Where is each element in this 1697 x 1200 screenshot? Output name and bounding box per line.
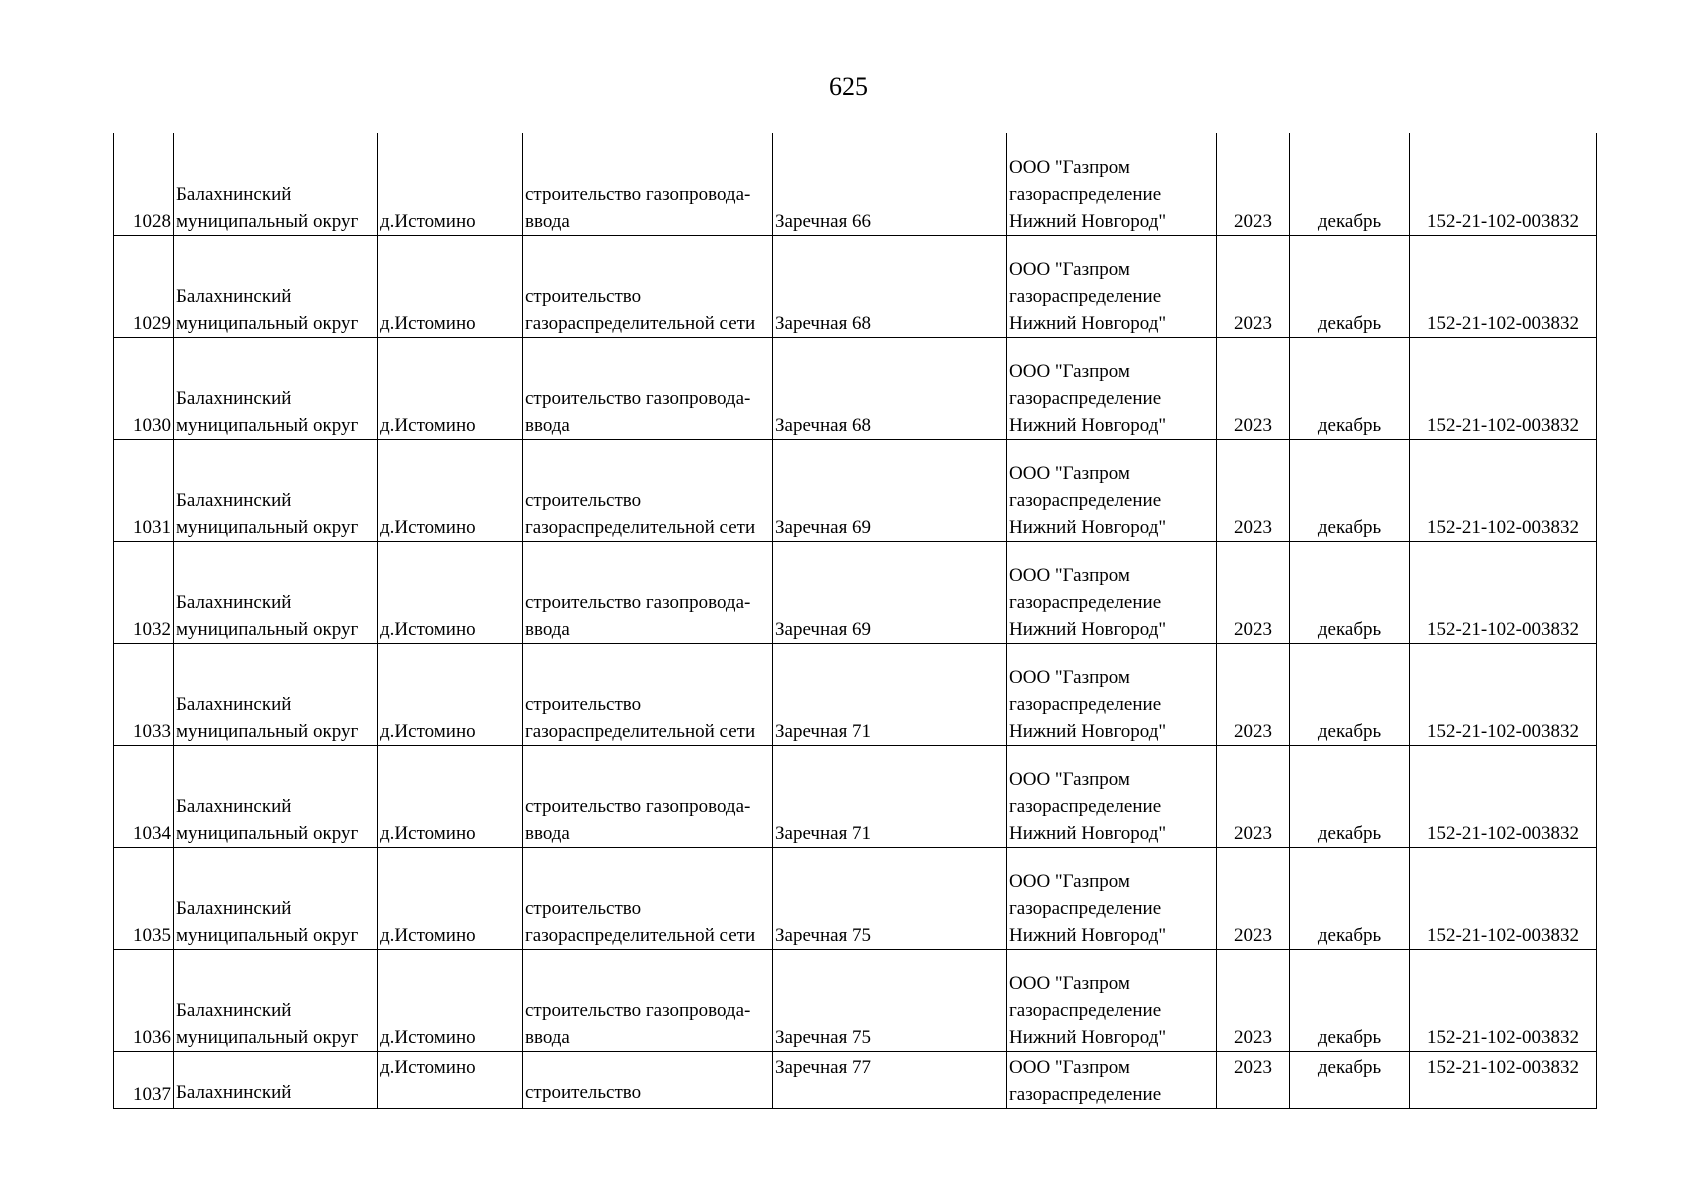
cell-organization xyxy=(1007,949,1217,1051)
cell-district-line: Балахнинский xyxy=(176,1081,292,1103)
cell-organization xyxy=(1007,847,1217,949)
cell-organization-line: газораспределение xyxy=(1009,897,1162,919)
cell-year: 2023 xyxy=(1217,745,1290,847)
cell-year: 2023 xyxy=(1217,1051,1290,1108)
cell-district xyxy=(174,541,378,643)
cell-work-type-line: строительство xyxy=(525,897,642,919)
cell-organization-line: Нижний Новгород" xyxy=(1009,822,1167,844)
cell-program-code: 152-21-102-003832 xyxy=(1410,745,1597,847)
cell-work-type-line: строительство газопровода- xyxy=(525,183,751,205)
cell-row-number: 1033 xyxy=(114,643,174,745)
cell-year: 2023 xyxy=(1217,949,1290,1051)
cell-work-type-line: строительство xyxy=(525,285,642,307)
cell-program-code: 152-21-102-003832 xyxy=(1410,439,1597,541)
cell-district-line: Балахнинский xyxy=(176,285,292,307)
cell-organization xyxy=(1007,1051,1217,1108)
cell-program-code: 152-21-102-003832 xyxy=(1410,541,1597,643)
cell-organization-line: газораспределение xyxy=(1009,591,1162,613)
cell-work-type-line: газораспределительной сети xyxy=(525,720,756,742)
cell-work-type xyxy=(523,541,773,643)
cell-month: декабрь xyxy=(1290,133,1410,235)
cell-organization-line: Нижний Новгород" xyxy=(1009,414,1167,436)
cell-address: Заречная 77 xyxy=(773,1051,1007,1108)
cell-work-type-line: строительство газопровода- xyxy=(525,387,751,409)
cell-work-type-line: газораспределительной сети xyxy=(525,312,756,334)
table-row xyxy=(114,745,1597,847)
cell-month: декабрь xyxy=(1290,745,1410,847)
cell-district-line: муниципальный округ xyxy=(176,1026,359,1048)
cell-settlement: д.Истомино xyxy=(378,847,523,949)
cell-year: 2023 xyxy=(1217,133,1290,235)
cell-organization-line: газораспределение xyxy=(1009,285,1162,307)
cell-month: декабрь xyxy=(1290,643,1410,745)
cell-settlement: д.Истомино xyxy=(378,235,523,337)
cell-settlement: д.Истомино xyxy=(378,541,523,643)
cell-district-line: муниципальный округ xyxy=(176,210,359,232)
cell-district-line: муниципальный округ xyxy=(176,720,359,742)
cell-address: Заречная 71 xyxy=(773,643,1007,745)
cell-organization xyxy=(1007,235,1217,337)
cell-district-line: муниципальный округ xyxy=(176,414,359,436)
cell-month: декабрь xyxy=(1290,541,1410,643)
cell-month: декабрь xyxy=(1290,847,1410,949)
cell-organization-line: Нижний Новгород" xyxy=(1009,1026,1167,1048)
table-row xyxy=(114,439,1597,541)
cell-district-line: Балахнинский xyxy=(176,183,292,205)
cell-district-line: муниципальный округ xyxy=(176,822,359,844)
cell-work-type xyxy=(523,235,773,337)
cell-address: Заречная 68 xyxy=(773,235,1007,337)
cell-organization-line: ООО "Газпром xyxy=(1009,666,1130,688)
cell-year: 2023 xyxy=(1217,847,1290,949)
cell-district xyxy=(174,337,378,439)
cell-settlement: д.Истомино xyxy=(378,439,523,541)
cell-organization-line: ООО "Газпром xyxy=(1009,564,1130,586)
cell-row-number: 1030 xyxy=(114,337,174,439)
cell-organization-line: ООО "Газпром xyxy=(1009,768,1130,790)
cell-district xyxy=(174,1051,378,1108)
cell-year: 2023 xyxy=(1217,337,1290,439)
cell-settlement: д.Истомино xyxy=(378,1051,523,1108)
table-row xyxy=(114,133,1597,235)
cell-district xyxy=(174,133,378,235)
cell-organization-line: Нижний Новгород" xyxy=(1009,210,1167,232)
cell-district-line: муниципальный округ xyxy=(176,312,359,334)
cell-address: Заречная 69 xyxy=(773,439,1007,541)
cell-district xyxy=(174,439,378,541)
cell-program-code: 152-21-102-003832 xyxy=(1410,949,1597,1051)
cell-work-type xyxy=(523,745,773,847)
cell-month: декабрь xyxy=(1290,1051,1410,1108)
cell-work-type-line: ввода xyxy=(525,1026,570,1048)
table-row xyxy=(114,847,1597,949)
cell-district-line: Балахнинский xyxy=(176,897,292,919)
cell-settlement: д.Истомино xyxy=(378,745,523,847)
cell-month: декабрь xyxy=(1290,235,1410,337)
cell-month: декабрь xyxy=(1290,337,1410,439)
cell-work-type-line: ввода xyxy=(525,618,570,640)
cell-organization-line: газораспределение xyxy=(1009,999,1162,1021)
cell-program-code: 152-21-102-003832 xyxy=(1410,337,1597,439)
cell-address: Заречная 75 xyxy=(773,847,1007,949)
cell-year: 2023 xyxy=(1217,541,1290,643)
cell-organization-line: ООО "Газпром xyxy=(1009,156,1130,178)
cell-work-type-line: строительство xyxy=(525,489,642,511)
cell-month: декабрь xyxy=(1290,439,1410,541)
cell-district-line: Балахнинский xyxy=(176,693,292,715)
cell-settlement: д.Истомино xyxy=(378,337,523,439)
cell-work-type-line: ввода xyxy=(525,210,570,232)
cell-work-type-line: газораспределительной сети xyxy=(525,516,756,538)
cell-district-line: Балахнинский xyxy=(176,489,292,511)
cell-district xyxy=(174,745,378,847)
cell-work-type-line: строительство газопровода- xyxy=(525,591,751,613)
cell-work-type-line: ввода xyxy=(525,822,570,844)
cell-organization-line: газораспределение xyxy=(1009,489,1162,511)
cell-row-number: 1034 xyxy=(114,745,174,847)
cell-month: декабрь xyxy=(1290,949,1410,1051)
cell-work-type xyxy=(523,643,773,745)
cell-organization xyxy=(1007,745,1217,847)
cell-work-type xyxy=(523,133,773,235)
cell-organization-line: Нижний Новгород" xyxy=(1009,924,1167,946)
cell-district-line: Балахнинский xyxy=(176,387,292,409)
cell-organization-line: Нижний Новгород" xyxy=(1009,312,1167,334)
cell-work-type xyxy=(523,1051,773,1108)
table-row xyxy=(114,949,1597,1051)
cell-district-line: муниципальный округ xyxy=(176,516,359,538)
cell-row-number: 1031 xyxy=(114,439,174,541)
cell-organization-line: ООО "Газпром xyxy=(1009,360,1130,382)
cell-work-type-line: ввода xyxy=(525,414,570,436)
cell-address: Заречная 66 xyxy=(773,133,1007,235)
cell-work-type-line: газораспределительной сети xyxy=(525,924,756,946)
cell-organization xyxy=(1007,541,1217,643)
cell-organization xyxy=(1007,133,1217,235)
cell-settlement: д.Истомино xyxy=(378,949,523,1051)
cell-program-code: 152-21-102-003832 xyxy=(1410,235,1597,337)
cell-organization-line: газораспределение xyxy=(1009,183,1162,205)
table-row xyxy=(114,337,1597,439)
cell-district xyxy=(174,643,378,745)
cell-row-number: 1029 xyxy=(114,235,174,337)
cell-settlement: д.Истомино xyxy=(378,643,523,745)
cell-district-line: Балахнинский xyxy=(176,999,292,1021)
cell-work-type-line: строительство газопровода- xyxy=(525,795,751,817)
cell-program-code: 152-21-102-003832 xyxy=(1410,1051,1597,1108)
cell-address: Заречная 68 xyxy=(773,337,1007,439)
cell-district xyxy=(174,235,378,337)
cell-work-type-line: строительство xyxy=(525,693,642,715)
cell-organization-line: газораспределение xyxy=(1009,1083,1162,1105)
cell-district xyxy=(174,847,378,949)
cell-organization-line: ООО "Газпром xyxy=(1009,870,1130,892)
cell-organization-line: газораспределение xyxy=(1009,795,1162,817)
page-number: 625 xyxy=(829,72,868,101)
cell-organization-line: газораспределение xyxy=(1009,693,1162,715)
cell-year: 2023 xyxy=(1217,439,1290,541)
cell-year: 2023 xyxy=(1217,235,1290,337)
cell-settlement: д.Истомино xyxy=(378,133,523,235)
cell-program-code: 152-21-102-003832 xyxy=(1410,847,1597,949)
cell-organization-line: ООО "Газпром xyxy=(1009,258,1130,280)
cell-row-number: 1035 xyxy=(114,847,174,949)
cell-organization-line: ООО "Газпром xyxy=(1009,972,1130,994)
cell-organization-line: Нижний Новгород" xyxy=(1009,516,1167,538)
cell-organization xyxy=(1007,337,1217,439)
cell-district xyxy=(174,949,378,1051)
cell-row-number: 1028 xyxy=(114,133,174,235)
cell-work-type xyxy=(523,847,773,949)
table-row xyxy=(114,541,1597,643)
gasification-register-table xyxy=(113,133,1597,1109)
cell-district-line: муниципальный округ xyxy=(176,924,359,946)
cell-year: 2023 xyxy=(1217,643,1290,745)
cell-address: Заречная 75 xyxy=(773,949,1007,1051)
cell-organization-line: Нижний Новгород" xyxy=(1009,720,1167,742)
cell-organization xyxy=(1007,643,1217,745)
table-body xyxy=(114,133,1597,1108)
table-row xyxy=(114,1051,1597,1108)
cell-organization xyxy=(1007,439,1217,541)
cell-work-type xyxy=(523,949,773,1051)
cell-work-type-line: строительство газопровода- xyxy=(525,999,751,1021)
cell-address: Заречная 69 xyxy=(773,541,1007,643)
cell-organization-line: ООО "Газпром xyxy=(1009,462,1130,484)
cell-program-code: 152-21-102-003832 xyxy=(1410,643,1597,745)
cell-work-type xyxy=(523,439,773,541)
cell-district-line: Балахнинский xyxy=(176,795,292,817)
cell-work-type xyxy=(523,337,773,439)
cell-work-type-line: строительство xyxy=(525,1081,642,1103)
table-row xyxy=(114,643,1597,745)
cell-row-number: 1036 xyxy=(114,949,174,1051)
cell-row-number: 1037 xyxy=(114,1051,174,1108)
cell-organization-line: газораспределение xyxy=(1009,387,1162,409)
cell-row-number: 1032 xyxy=(114,541,174,643)
cell-address: Заречная 71 xyxy=(773,745,1007,847)
cell-organization-line: ООО "Газпром xyxy=(1009,1056,1130,1078)
cell-district-line: Балахнинский xyxy=(176,591,292,613)
cell-program-code: 152-21-102-003832 xyxy=(1410,133,1597,235)
cell-organization-line: Нижний Новгород" xyxy=(1009,618,1167,640)
table-row xyxy=(114,235,1597,337)
cell-district-line: муниципальный округ xyxy=(176,618,359,640)
